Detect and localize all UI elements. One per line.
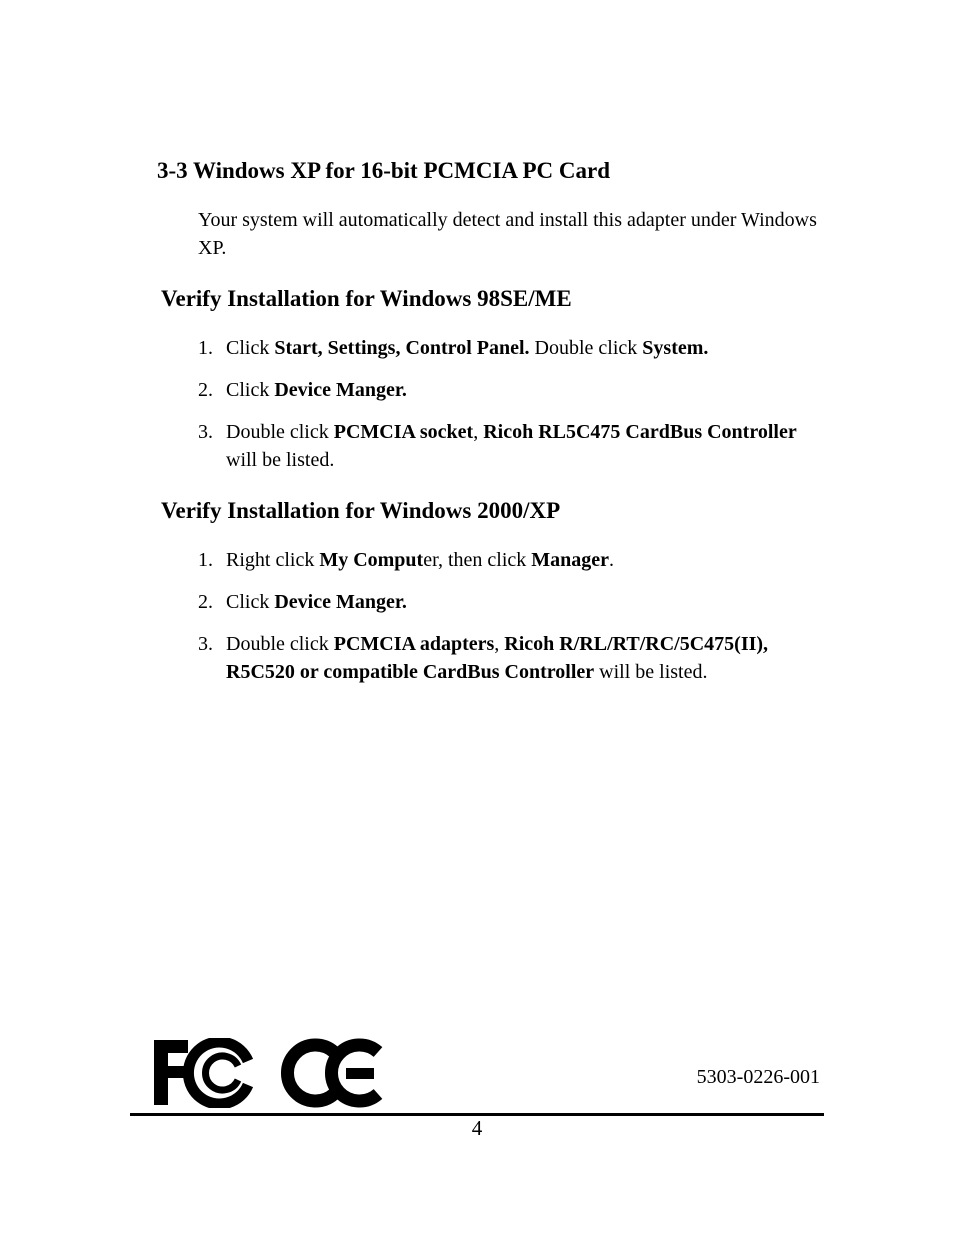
heading-verify-2000: Verify Installation for Windows 2000/XP [161, 498, 561, 523]
bold-run: System. [642, 337, 709, 359]
bold-run: Device Manger. [274, 379, 407, 401]
heading-verify-98: Verify Installation for Windows 98SE/ME [161, 286, 572, 311]
list-number: 2. [198, 379, 213, 401]
list-text [226, 376, 828, 404]
list-text [226, 418, 828, 474]
list-number: 1. [198, 337, 213, 359]
text-run: , [473, 421, 484, 443]
text-run: will be listed. [594, 661, 708, 683]
section-title: 3-3 Windows XP for 16-bit PCMCIA PC Card [157, 158, 610, 183]
list-item [198, 588, 828, 616]
text-run: Click [226, 337, 275, 359]
page-number: 4 [471, 1116, 483, 1140]
list-item [198, 334, 828, 362]
list-number: 3. [198, 633, 213, 655]
list-text [226, 588, 828, 616]
list-number: 1. [198, 549, 213, 571]
bold-run: Ricoh RL5C475 CardBus Controller [483, 421, 797, 443]
intro-paragraph: Your system will automatically detect and install this adapter under Windows XP. [198, 209, 817, 259]
certification-logos [152, 1038, 384, 1108]
text-run: Right click [226, 549, 320, 571]
text-run: will be listed. [226, 449, 335, 471]
bold-run: PCMCIA socket [333, 421, 474, 443]
bold-run: Manager [531, 549, 610, 571]
text-run: Click [226, 379, 275, 401]
text-run: er, then click [423, 549, 532, 571]
part-number: 5303-0226-001 [696, 1066, 820, 1088]
list-number: 2. [198, 591, 213, 613]
ce-mark-icon [287, 1045, 378, 1101]
list-text [226, 630, 828, 686]
bold-run: My Comput [319, 549, 424, 571]
bold-run: Ricoh R/RL/RT/RC/5C475(II), R5C520 or compatible CardBus Controller [226, 633, 769, 683]
text-run: , [494, 633, 505, 655]
list-item [198, 376, 828, 404]
fcc-logo-icon [154, 1040, 248, 1105]
list-text [226, 546, 828, 574]
text-run: Click [226, 591, 275, 613]
text-run: Double click [529, 337, 643, 359]
list-number: 3. [198, 421, 213, 443]
text-run: Double click [226, 633, 334, 655]
bold-run: PCMCIA adapters [333, 633, 495, 655]
list-item [198, 546, 828, 574]
text-run: . [609, 549, 615, 571]
text-run: Double click [226, 421, 334, 443]
list-text [226, 334, 828, 362]
list-item [198, 630, 828, 686]
bold-run: Device Manger. [274, 591, 407, 613]
bold-run: Start, Settings, Control Panel. [274, 337, 530, 359]
list-item [198, 418, 828, 474]
